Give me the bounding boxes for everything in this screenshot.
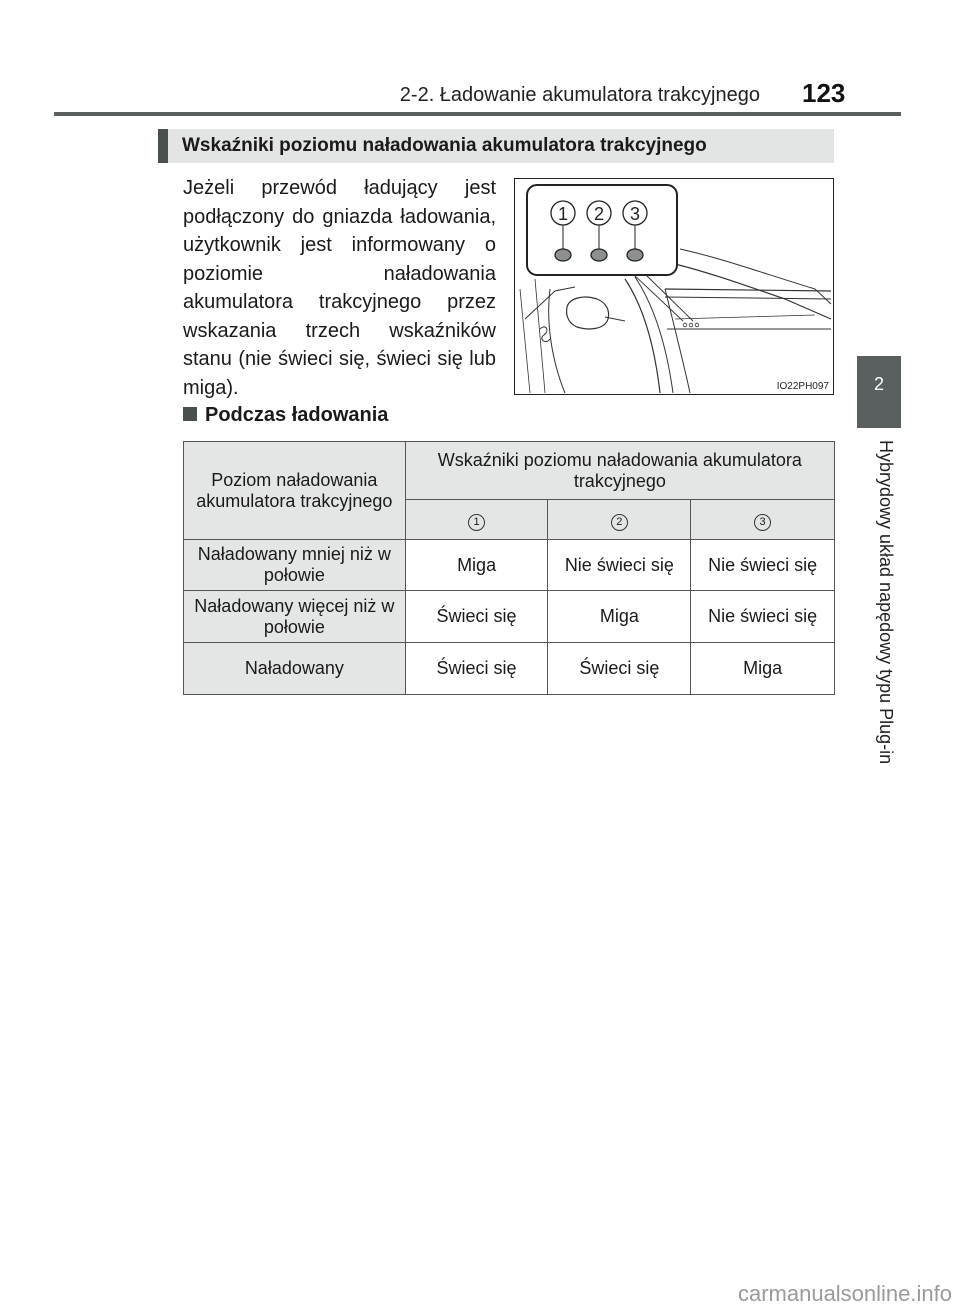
circled-number-2: 2 (611, 514, 628, 531)
row-value: Miga (548, 591, 691, 643)
row-level: Naładowany mniej niż w połowie (184, 540, 406, 591)
row-level: Naładowany (184, 643, 406, 695)
section-title-bar (158, 129, 834, 163)
chapter-title-vertical: Hybrydowy układ napędowy typu Plug-in (876, 440, 896, 765)
indicator-location-figure (514, 178, 834, 395)
subsection-heading (183, 404, 388, 427)
row-value: Świeci się (548, 643, 691, 695)
callout-1: 1 (557, 204, 569, 224)
chapter-tab-number: 2 (873, 374, 884, 394)
circled-number-3: 3 (754, 514, 771, 531)
figure-code: IO22PH097 (776, 381, 829, 392)
row-value: Świeci się (405, 643, 548, 695)
table-header-indicator-2 (548, 500, 691, 540)
table-row (184, 540, 835, 591)
page-number: 123 (802, 78, 846, 108)
subsection-title: Podczas ładowania (205, 404, 389, 426)
callout-3: 3 (629, 204, 641, 224)
row-value: Miga (691, 643, 835, 695)
table-header-indicator-3 (691, 500, 835, 540)
header-section-title: 2-2. Ładowanie akumulatora trakcyjnego (399, 84, 760, 106)
table-header-indicator-1 (405, 500, 548, 540)
row-value: Nie świeci się (691, 591, 835, 643)
charge-status-table (183, 441, 835, 695)
circled-number-1: 1 (468, 514, 485, 531)
section-body-text: Jeżeli przewód ładujący jest podłączony do gniazda ładowania, użytkownik jest informowany o poziomie naładowania akumulatora trakcyjnego przez wskazania trzech wskaźników stanu (nie świeci się, świeci się lub miga). (183, 177, 496, 399)
table-header-level: Poziom naładowania akumulatora trakcyjnego (184, 442, 406, 540)
section-title: Wskaźniki poziomu naładowania akumulatora trakcyjnego (182, 135, 707, 156)
row-level: Naładowany więcej niż w połowie (184, 591, 406, 643)
row-value: Nie świeci się (691, 540, 835, 591)
row-value: Nie świeci się (548, 540, 691, 591)
row-value: Miga (405, 540, 548, 591)
table-header-indicators: Wskaźniki poziomu naładowania akumulatora trakcyjnego (405, 442, 834, 500)
page-header (0, 0, 960, 120)
table-row (184, 643, 835, 695)
row-value: Świeci się (405, 591, 548, 643)
car-illustration (515, 179, 833, 394)
callout-2: 2 (593, 204, 605, 224)
watermark: carmanualsonline.info (737, 1281, 952, 1306)
chapter-tab (857, 356, 901, 428)
table-row (184, 591, 835, 643)
square-bullet-icon (183, 407, 197, 421)
header-rule (54, 112, 901, 116)
